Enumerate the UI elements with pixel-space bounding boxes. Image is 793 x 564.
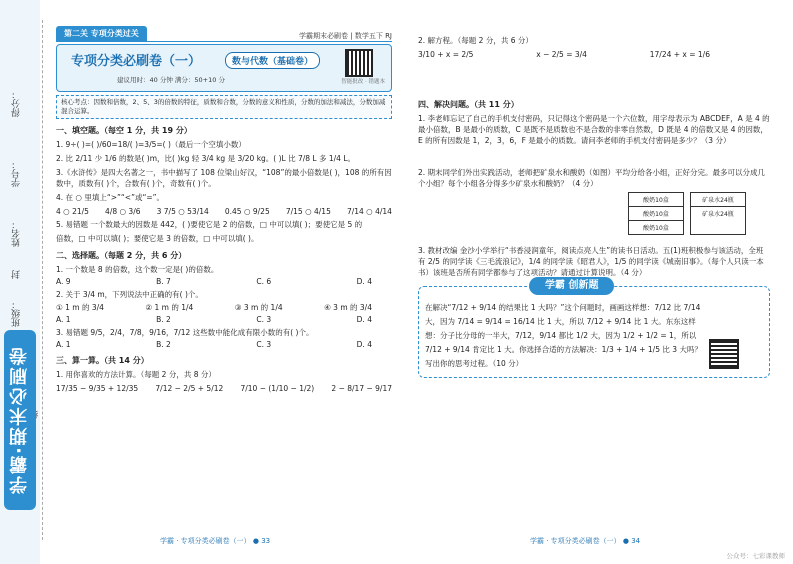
score-field: 得分： xyxy=(12,90,22,117)
equation-heading: 2. 解方程。（每题 2 分，共 6 分） xyxy=(418,36,533,45)
statement: ② 1 m 的 1/4 xyxy=(145,303,194,312)
compare-item: 4/8 ○ 3/6 xyxy=(105,207,141,216)
option: C. 3 xyxy=(256,340,272,349)
section-compute: 三、算一算。（共 14 分） xyxy=(56,356,149,365)
equation-row xyxy=(418,50,770,59)
right-footer: 学霸 · 专项分类必刷卷（一） ● 34 xyxy=(530,537,641,545)
qr-code-icon[interactable] xyxy=(345,49,373,77)
problem-2: 2. 期末同学们外出实践活动，老师把矿泉水和酸奶（如图）平均分给各小组，正好分完。最多可以分成几个小组？每个小组各分得多少矿泉水和酸奶？（4 分） xyxy=(418,168,766,188)
qr-code-icon[interactable] xyxy=(709,339,739,369)
time-score-meta: 建议用时：40 分钟 满分：50+10 分 xyxy=(117,76,225,84)
option: B. 2 xyxy=(156,315,171,324)
water-stack xyxy=(690,192,746,235)
choice-2-options xyxy=(56,315,392,324)
problem-1: 1. 李老师忘记了自己的手机支付密码，只记得这个密码是一个六位数，用字母表示为 ABCDEF，A 是 4 的最小倍数，B 是最小的质数，C 是既不是质数也不是合数的非零自然数，D 既是 4 的倍数又是 4 的因数，E 的所有因数是 1，2，3，6，F 是最小的质数。请问李老师的手机支付密码是多少？（3 分） xyxy=(418,114,770,145)
section-fill-blank: 一、填空题。（每空 1 分，共 19 分） xyxy=(56,126,192,135)
option: D. 4 xyxy=(356,277,372,286)
expression: 7/10 − (1/10 − 1/2) xyxy=(240,384,315,393)
equation: 3/10 + x = 2/5 xyxy=(418,50,474,59)
left-footer: 学霸 · 专项分类必刷卷（一） ● 33 xyxy=(160,537,271,545)
right-page xyxy=(418,32,770,378)
statement: ① 1 m 的 3/4 xyxy=(56,303,104,312)
brand-logo: 学霸·期末必刷卷 xyxy=(4,330,36,510)
question-5a: 5. 易错题 一个数最大的因数是 442，( )要使它是 2 的倍数，□ 中可以填( )；要使它是 5 的 xyxy=(56,220,363,229)
choice-3-options xyxy=(56,340,392,349)
statement: ④ 3 m 的 3/4 xyxy=(324,303,372,312)
yogurt-box: 酸奶10盒 xyxy=(629,207,683,221)
class-field: 班级： xyxy=(12,300,22,327)
left-page xyxy=(56,26,392,393)
expression: 7/12 − 2/5 + 5/12 xyxy=(155,384,224,393)
name-field: 姓名： xyxy=(12,220,22,247)
option: D. 4 xyxy=(356,340,372,349)
compute-1: 1. 用你喜欢的方法计算。（每题 2 分，共 8 分） xyxy=(56,370,216,379)
statement: ③ 3 m 的 1/4 xyxy=(234,303,283,312)
compare-item: 3 7/5 ○ 53/14 xyxy=(156,207,209,216)
page-subtitle: 数与代数（基础卷） xyxy=(225,52,320,69)
yogurt-box: 酸奶10盒 xyxy=(643,225,669,232)
book-title: 学霸期末必刷卷 | 数学五下 RJ xyxy=(299,32,392,40)
cut-line xyxy=(42,20,43,540)
page-title: 专项分类必刷卷（一） xyxy=(71,54,202,69)
watermark: 公众号：七彩课教师 xyxy=(726,552,785,560)
option: C. 3 xyxy=(256,315,272,324)
equation: x − 2/5 = 3/4 xyxy=(536,50,587,59)
option: A. 1 xyxy=(56,340,71,349)
section-choice: 二、选择题。（每题 2 分，共 6 分） xyxy=(56,251,187,260)
compare-row xyxy=(56,207,392,216)
compare-item: 7/14 ○ 4/14 xyxy=(346,207,392,216)
option: D. 4 xyxy=(356,315,372,324)
choice-3: 3. 易错题 9/5，2/4，7/8，9/16，7/12 这些数中能化成有限小数的有( )个。 xyxy=(56,328,314,337)
innovation-text: 在解决“7/12 + 9/14 的结果比 1 大吗？”这个问题时，画画这样想：7/12 比 7/14 大，因为 7/14 = 9/14 = 16/14 比 1 大，所以 7/12 + 9/14 比 1 大。东东这样想：分子比分母的一半大，7/12，9/14 都比 1/2 大，因为 1/2 + 1/2 = 1，所以 7/12 + 9/14 肯定比 1 大。你选择合适的方法解决：1/3 + 1/4 + 1/5 比 3 大吗？写出你的思考过程。（10 分） xyxy=(425,303,702,368)
equation: 17/24 + x = 1/6 xyxy=(649,50,710,59)
product-figure xyxy=(628,192,770,235)
core-points-note: 核心考点：因数和倍数，2、5、3的倍数的特征，质数和合数，分数的意义和性质，分数的加法和减法，分数加减混合运算。 xyxy=(56,95,392,119)
water-box: 矿泉水24瓶 xyxy=(702,211,734,218)
option: A. 9 xyxy=(56,277,71,286)
question-3: 3.《水浒传》是四大名著之一，书中描写了 108 位梁山好汉，“108”的最小倍数是( )，108 的所有因数中，质数有( )个，合数有( )个，奇数有( )个。 xyxy=(56,168,392,188)
innovation-box xyxy=(418,280,770,378)
choice-2: 2. 关于 3/4 m，下列说法中正确的有( )个。 xyxy=(56,290,203,299)
option: B. 2 xyxy=(156,340,171,349)
choice-2-statements xyxy=(56,302,392,313)
option: C. 6 xyxy=(256,277,272,286)
binding-sidebar xyxy=(0,0,40,564)
option: B. 7 xyxy=(156,277,171,286)
question-5b: 倍数，□ 中可以填( )；要使它是 3 的倍数，□ 中可以填( )。 xyxy=(56,234,259,243)
option: A. 1 xyxy=(56,315,71,324)
compare-item: 7/15 ○ 4/15 xyxy=(285,207,331,216)
question-2: 2. 比 2/11 少 1/6 的数是( )m，比( )kg 轻 3/4 kg 是 3/20 kg。( )L 比 7/8 L 多 1/4 L。 xyxy=(56,154,356,163)
seal-mark: 封 xyxy=(12,270,22,279)
compare-item: 4 ○ 21/5 xyxy=(56,207,89,216)
expression: 17/35 − 9/35 + 12/35 xyxy=(56,384,139,393)
compare-item: 0.45 ○ 9/25 xyxy=(224,207,270,216)
student-id-field: 学号： xyxy=(12,160,22,187)
choice-1-options xyxy=(56,277,392,286)
choice-1: 1. 一个数是 8 的倍数，这个数一定是( )的倍数。 xyxy=(56,265,219,274)
problem-3: 3. 教材改编 金沙小学举行“书香浸润童年，阅读点亮人生”的读书日活动。五(1)班积极参与该活动，全班有 2/5 的同学读《三毛流浪记》，1/4 的同学读《昭君人》，1/5 的同学读《城南旧事》。（每个人只读一本书）该班是否所有同学都参与了这项活动？请通过计算说明。（4 分） xyxy=(418,246,764,277)
yogurt-box: 酸奶10盒 xyxy=(629,193,683,207)
section-problems: 四、解决问题。（共 11 分） xyxy=(418,100,519,109)
question-4: 4. 在 ○ 里填上“>”“<”或“=”。 xyxy=(56,193,165,202)
water-box: 矿泉水24瓶 xyxy=(691,193,745,207)
innovation-heading: 学霸 创新题 xyxy=(529,277,614,295)
yogurt-stack xyxy=(628,192,684,235)
compute-row xyxy=(56,384,392,393)
expression: 2 − 8/17 − 9/17 xyxy=(331,384,392,393)
title-box xyxy=(56,44,392,92)
qr-note: 智能批改 · 错题本 xyxy=(341,79,385,85)
question-1: 1. 9÷( )=( )/60=18/( )=3/5=( )（最后一个空填小数） xyxy=(56,140,246,149)
section-tab: 第二关 专项分类过关 xyxy=(56,26,147,41)
